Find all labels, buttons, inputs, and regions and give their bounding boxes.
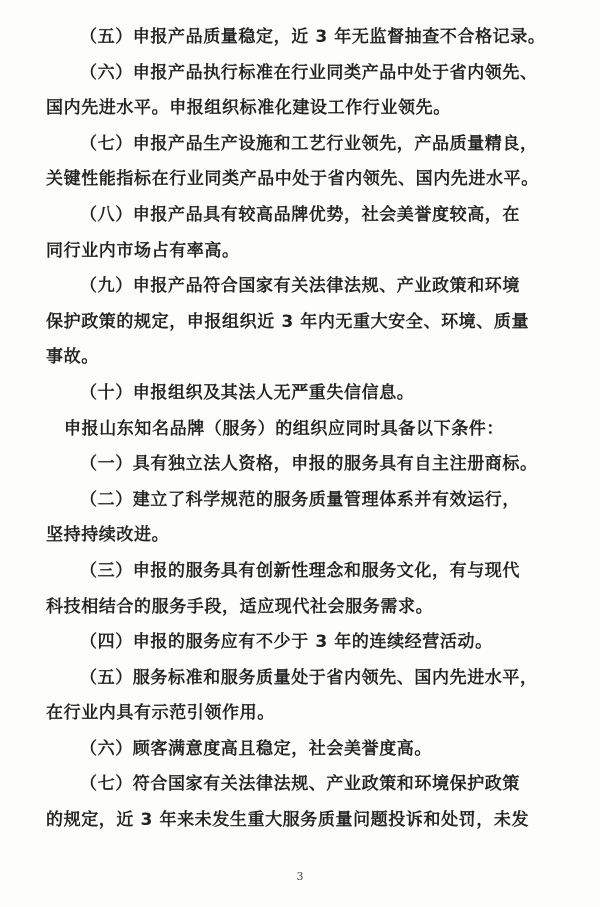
text-line: （三）申报的服务具有创新性理念和服务文化，有与现代 bbox=[80, 560, 520, 581]
text-line: 国内先进水平。申报组织标准化建设工作行业领先。 bbox=[46, 98, 451, 119]
text-block bbox=[46, 20, 566, 839]
text-line: 在行业内具有示范引领作用。 bbox=[46, 703, 275, 724]
section-heading: 申报山东知名品牌（服务）的组织应同时具备以下条件： bbox=[64, 418, 504, 439]
text-line: 事故。 bbox=[46, 347, 99, 368]
text-line: （十）申报组织及其法人无严重失信信息。 bbox=[80, 382, 415, 403]
text-line: （八）申报产品具有较高品牌优势，社会美誉度较高，在 bbox=[80, 204, 520, 225]
document-body bbox=[46, 20, 566, 839]
text-line: （五）申报产品质量稳定，近 3 年无监督抽查不合格记录。 bbox=[80, 27, 546, 47]
text-line: （五）服务标准和服务质量处于省内领先、国内先进水平， bbox=[80, 667, 538, 688]
text-line: 坚持持续改进。 bbox=[46, 525, 170, 546]
text-line: （六）顾客满意度高且稳定，社会美誉度高。 bbox=[80, 738, 432, 759]
text-line: 保护政策的规定，申报组织近 3 年内无重大安全、环境、质量 bbox=[46, 311, 530, 332]
text-line: （二）建立了科学规范的服务质量管理体系并有效运行， bbox=[80, 489, 520, 510]
text-line: （一）具有独立法人资格，申报的服务具有自主注册商标。 bbox=[80, 454, 538, 475]
text-line: （四）申报的服务应有不少于 3 年的连续经营活动。 bbox=[80, 632, 493, 653]
text-line: （七）符合国家有关法律法规、产业政策和环境保护政策 bbox=[80, 774, 520, 795]
text-line: 同行业内市场占有率高。 bbox=[46, 240, 240, 261]
text-line: 科技相结合的服务手段，适应现代社会服务需求。 bbox=[46, 596, 434, 617]
text-line: （九）申报产品符合国家有关法律法规、产业政策和环境 bbox=[80, 276, 520, 297]
text-line: （七）申报产品生产设施和工艺行业领先，产品质量精良， bbox=[80, 133, 538, 154]
page-number: 3 bbox=[296, 870, 304, 883]
text-line: 的规定，近 3 年来未发生重大服务质量问题投诉和处罚，未发 bbox=[46, 810, 530, 831]
text-line: （六）申报产品执行标准在行业同类产品中处于省内领先、 bbox=[80, 62, 538, 83]
text-line: 关键性能指标在行业同类产品中处于省内领先、国内先进水平。 bbox=[46, 169, 539, 190]
